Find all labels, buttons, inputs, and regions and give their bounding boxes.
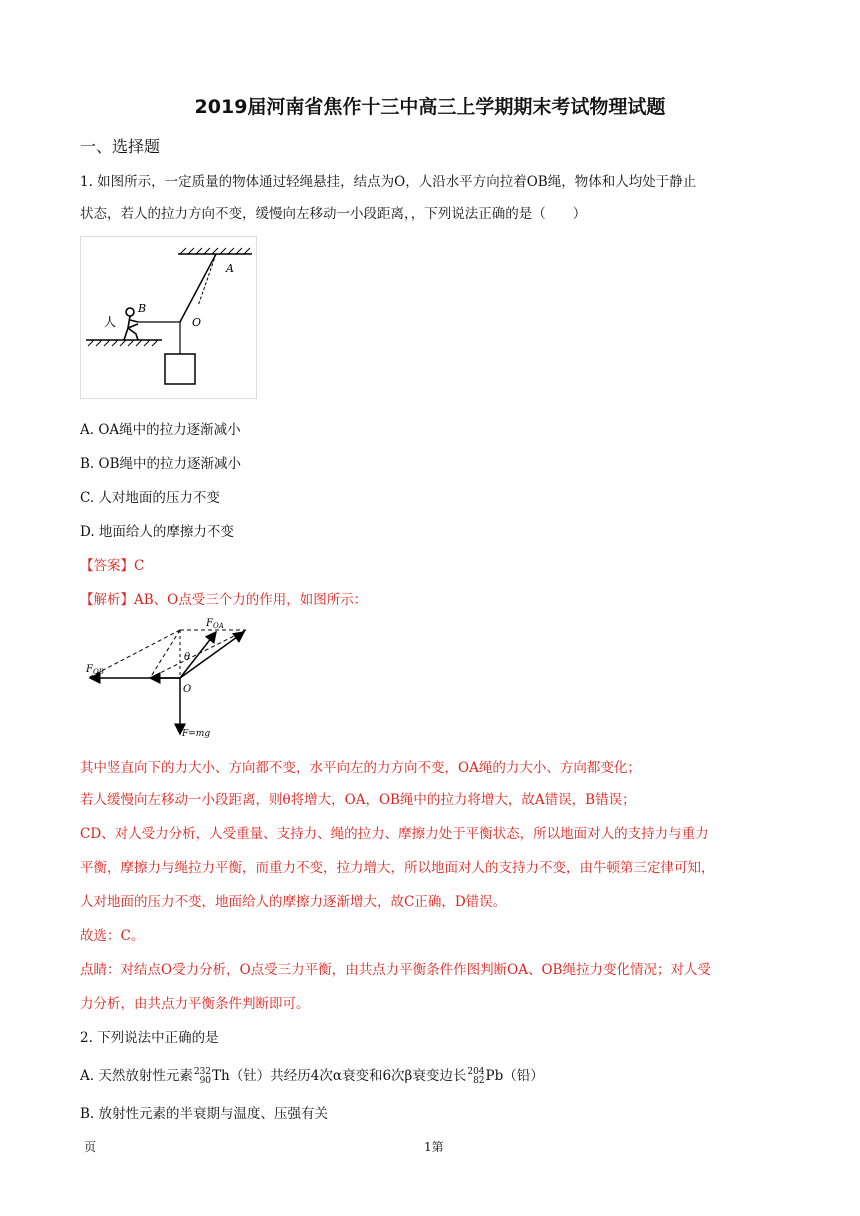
section-heading: 一、选择题 <box>80 137 161 156</box>
analysis-line-7: 点睛：对结点O受力分析，O点受三力平衡，由共点力平衡条件作图判断OA、OB绳拉力变化情况；对人受 <box>80 962 711 978</box>
label-O: O <box>192 316 202 329</box>
footer-page-number: 1第 <box>424 1140 444 1154</box>
q1-stem-line2: 状态，若人的拉力方向不变，缓慢向左移动一小段距离，，下列说法正确的是（ ） <box>80 206 587 222</box>
q2-option-b: B. 放射性元素的半衰期与温度、压强有关 <box>80 1106 329 1122</box>
q1-force-diagram <box>80 612 260 742</box>
q1-option-c: C. 人对地面的压力不变 <box>80 490 220 506</box>
label-theta: θ <box>184 652 191 663</box>
label-fob: $F_{OB}$ <box>86 664 104 676</box>
q2-option-a: A. 天然放射性元素232 90Th（钍）共经历4次α衰变和6次β衰变边长204 82Pb（铅） <box>80 1066 544 1086</box>
analysis-line-3: CD、对人受力分析，人受重量、支持力、绳的拉力、摩擦力处于平衡状态，所以地面对人的支持力与重力 <box>80 826 709 842</box>
analysis-line-5: 人对地面的压力不变，地面给人的摩擦力逐渐增大，故C正确，D错误。 <box>80 894 507 910</box>
weight-box <box>165 354 195 384</box>
q1-figure-hanging-weight <box>80 236 260 400</box>
analysis-line-1: 其中竖直向下的力大小、方向都不变，水平向左的力方向不变，OA绳的力大小、方向都变化； <box>80 760 641 776</box>
label-foa: $F_{OA}$ <box>206 618 224 630</box>
analysis-line-8: 力分析，由共点力平衡条件判断即可。 <box>80 996 310 1012</box>
q1-option-a: A. OA绳中的拉力逐渐减小 <box>80 422 241 438</box>
q1-option-d: D. 地面给人的摩擦力不变 <box>80 524 234 540</box>
q1-analysis-intro: 【解析】AB、O点受三个力的作用，如图所示： <box>80 592 368 608</box>
analysis-line-6: 故选：C。 <box>80 928 145 944</box>
q1-stem-line1: 1. 如图所示，一定质量的物体通过轻绳悬挂，结点为O，人沿水平方向拉着OB绳，物体和人均处于静止 <box>80 174 697 190</box>
label-A: A <box>226 262 234 275</box>
analysis-line-2: 若人缓慢向左移动一小段距离，则θ将增大，OA，OB绳中的拉力将增大，故A错误，B错误； <box>80 792 636 808</box>
q1-answer: 【答案】C <box>80 558 145 574</box>
label-person: 人 <box>104 315 117 329</box>
q1-option-b: B. OB绳中的拉力逐渐减小 <box>80 456 241 472</box>
person-figure <box>124 308 138 340</box>
q2-stem: 2. 下列说法中正确的是 <box>80 1030 219 1046</box>
label-B: B <box>138 302 147 315</box>
label-force-o: O <box>183 684 192 695</box>
label-mg: F=mg <box>182 729 211 739</box>
footer-left: 页 <box>84 1140 97 1154</box>
page-title: 2019届河南省焦作十三中高三上学期期末考试物理试题 <box>194 96 666 118</box>
analysis-line-4: 平衡，摩擦力与绳拉力平衡，而重力不变，拉力增大，所以地面对人的支持力不变，由牛顿第三定律可知， <box>80 860 715 876</box>
